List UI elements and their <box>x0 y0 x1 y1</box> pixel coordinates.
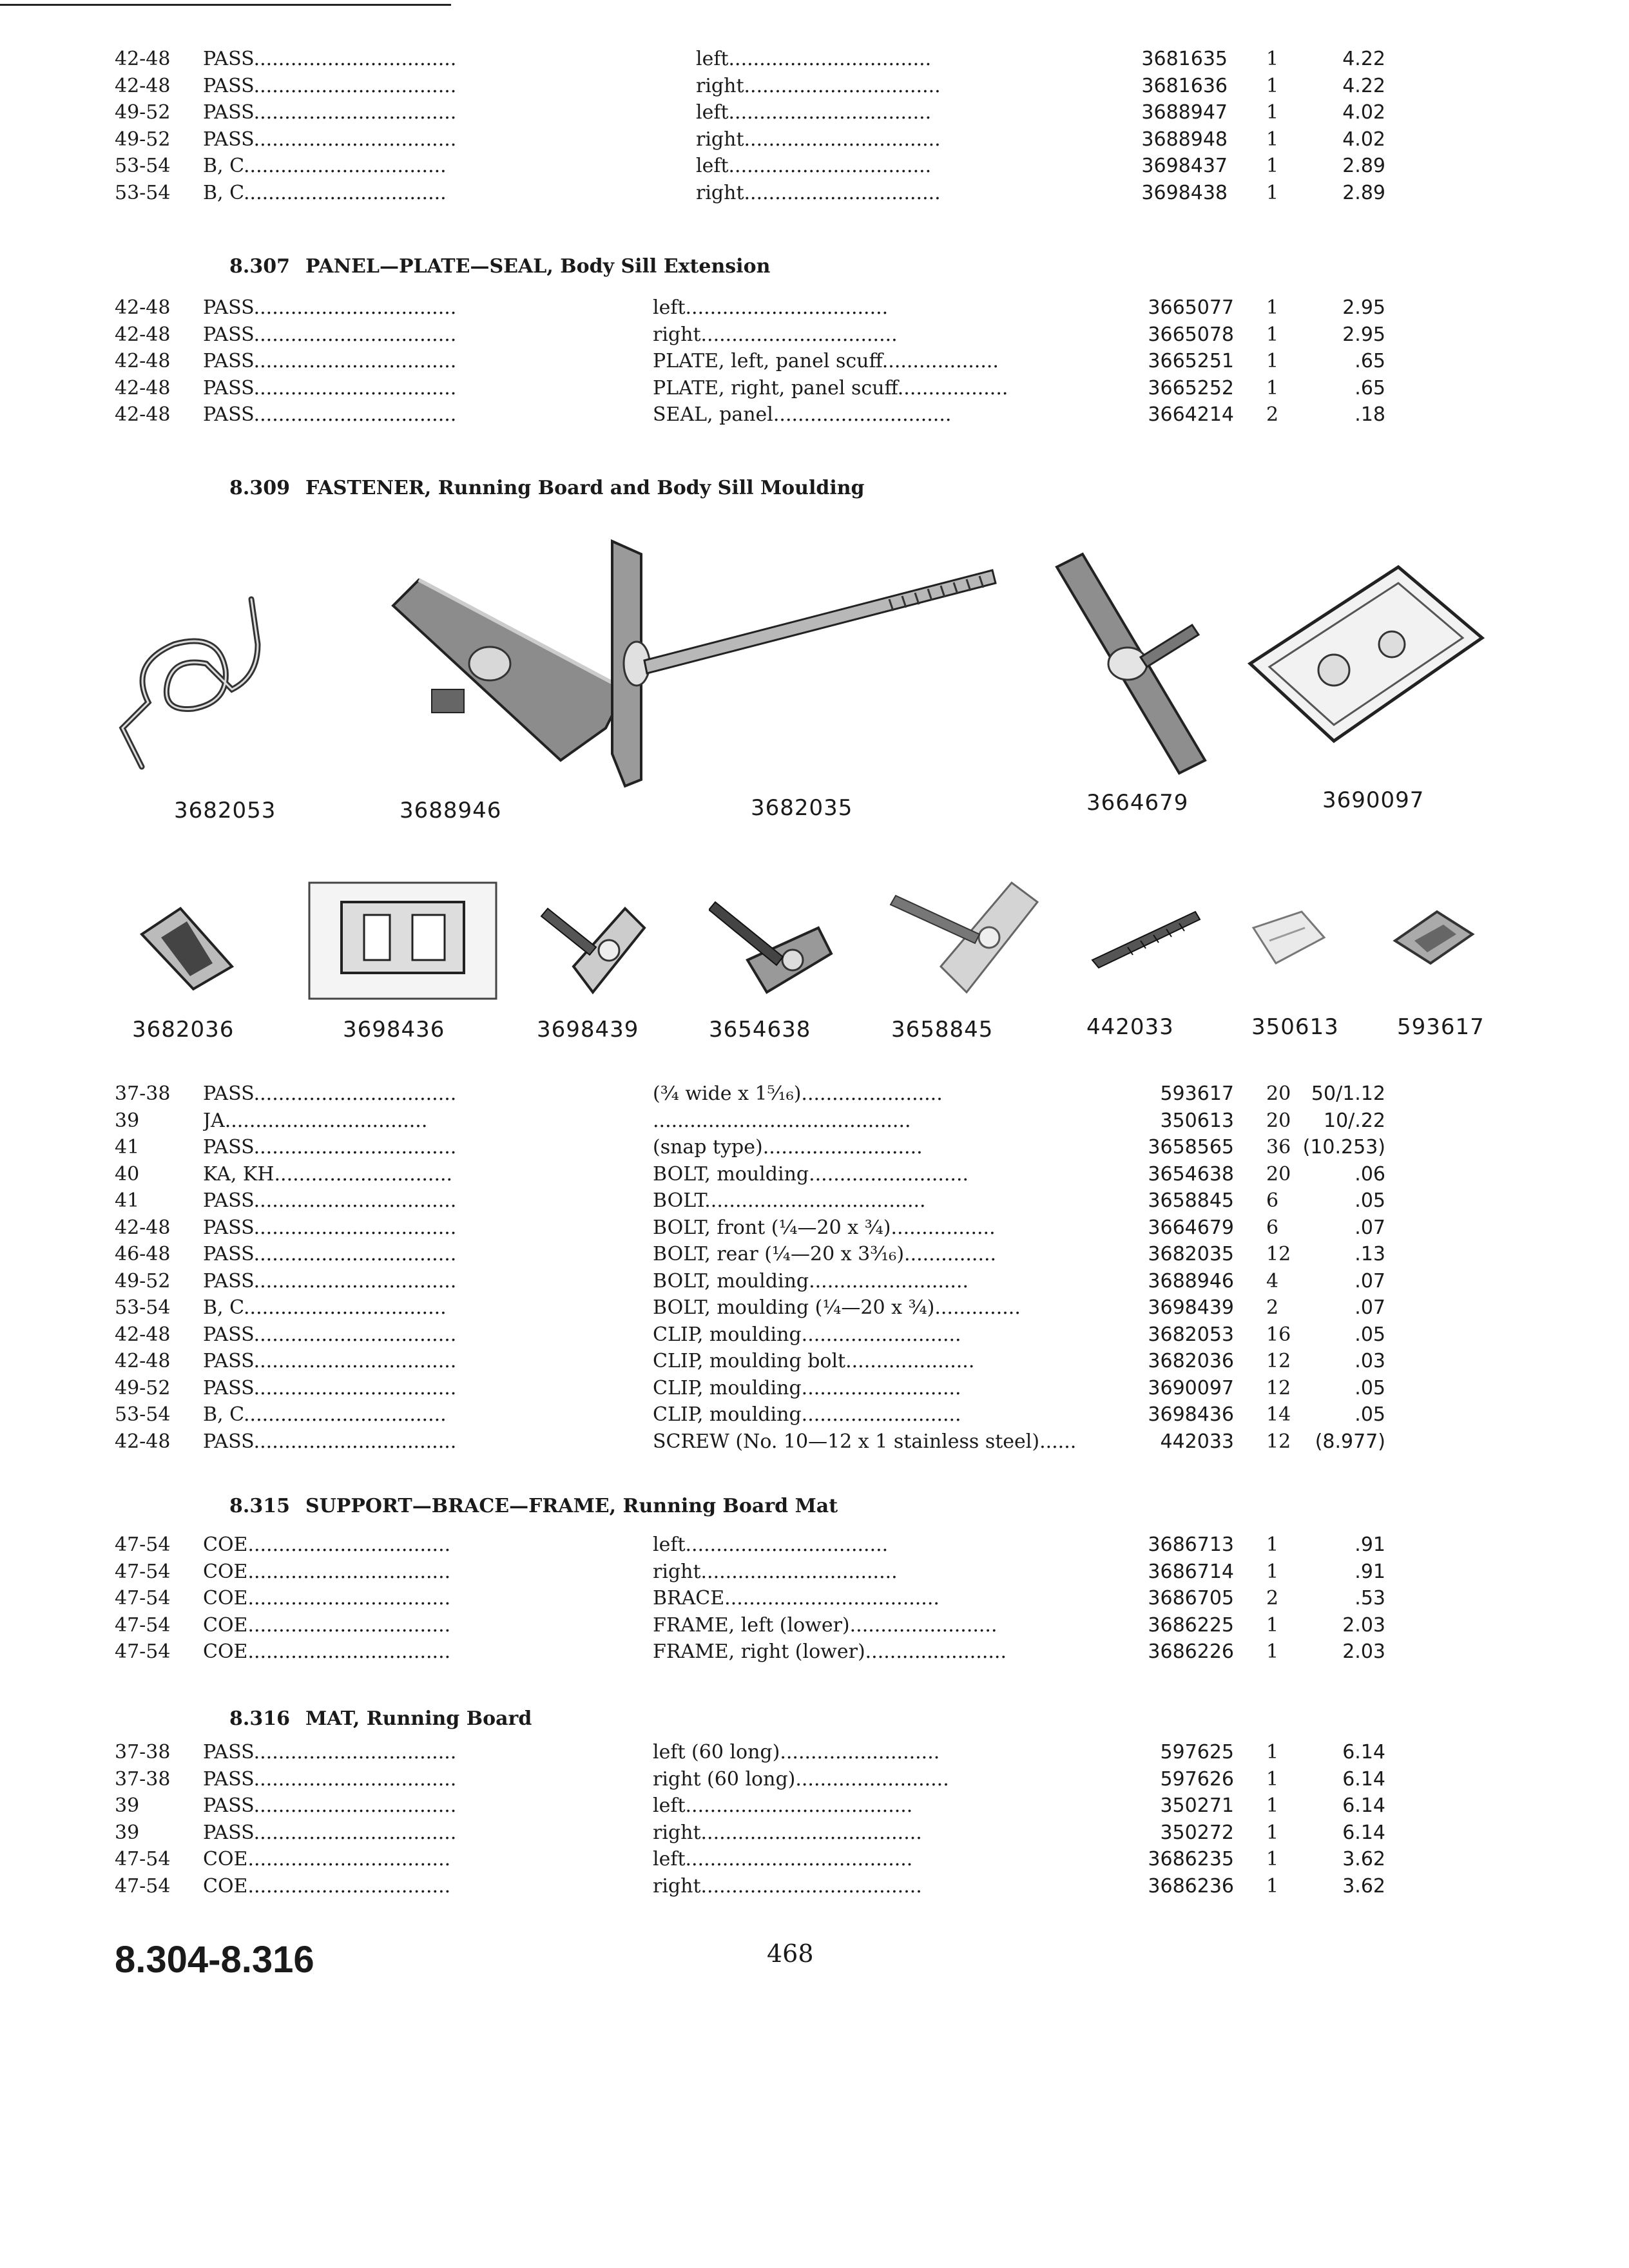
quantity: 1 <box>1266 1874 1279 1898</box>
price: 6.14 <box>1342 1767 1385 1791</box>
bolt-3698439-image <box>535 889 651 1005</box>
model-code: B, C................................. <box>203 1403 447 1426</box>
year-range: 47-54 <box>115 1848 171 1870</box>
table-row <box>0 402 1629 428</box>
model-code: KA, KH............................. <box>203 1162 453 1186</box>
screw-442033-image <box>1083 902 1211 973</box>
section-heading-8309 <box>229 477 865 499</box>
quantity: 1 <box>1266 1741 1279 1763</box>
table-row <box>0 1322 1629 1348</box>
section-range: 8.304-8.316 <box>115 1939 314 1981</box>
price: .91 <box>1354 1560 1385 1583</box>
year-range: 53-54 <box>115 181 171 204</box>
section-title: MAT, Running Board <box>305 1707 532 1730</box>
part-description: BOLT, moulding.......................... <box>653 1269 969 1293</box>
model-code: PASS................................. <box>203 1216 457 1239</box>
price: 4.22 <box>1342 74 1385 97</box>
section-title: PANEL—PLATE—SEAL, Body Sill Extension <box>305 255 771 278</box>
year-range: 47-54 <box>115 1533 171 1556</box>
quantity: 1 <box>1266 1821 1279 1844</box>
table-row <box>0 1188 1629 1214</box>
year-range: 42-48 <box>115 1323 171 1346</box>
part-description: PLATE, left, panel scuff................... <box>653 350 999 372</box>
part-description: right.................................... <box>653 1874 922 1898</box>
section-title: SUPPORT—BRACE—FRAME, Running Board Mat <box>305 1495 838 1517</box>
part-description: CLIP, moulding bolt..................... <box>653 1350 975 1372</box>
table-row <box>0 1295 1629 1321</box>
figure-caption: 350613 <box>1251 1014 1339 1040</box>
year-range: 42-48 <box>115 74 171 97</box>
quantity: 1 <box>1266 74 1279 97</box>
model-code: PASS................................. <box>203 296 457 319</box>
clip-593617-image <box>1385 902 1482 973</box>
model-code: PASS................................. <box>203 1376 457 1399</box>
quantity: 1 <box>1266 1613 1279 1637</box>
year-range: 41 <box>115 1189 140 1212</box>
quantity: 1 <box>1266 350 1279 372</box>
model-code: PASS................................. <box>203 403 457 426</box>
quantity: 1 <box>1266 1560 1279 1583</box>
table-row <box>0 376 1629 401</box>
part-description: BOLT, rear (¼—20 x 3³⁄₁₆)............... <box>653 1243 997 1265</box>
model-code: COE................................. <box>203 1640 451 1663</box>
model-code: PASS................................. <box>203 1350 457 1372</box>
clip-3682036-image <box>135 902 238 992</box>
model-code: B, C................................. <box>203 181 447 204</box>
table-row <box>0 1376 1629 1401</box>
price: 2.89 <box>1342 181 1385 204</box>
year-range: 53-54 <box>115 1296 171 1319</box>
part-description: right................................ <box>653 1560 898 1583</box>
part-number: 3682053 <box>1148 1323 1234 1346</box>
part-description: (snap type).......................... <box>653 1136 923 1158</box>
price: .05 <box>1354 1403 1385 1426</box>
model-code: PASS................................. <box>203 128 457 151</box>
price: .91 <box>1354 1533 1385 1556</box>
part-number: 3690097 <box>1148 1376 1234 1399</box>
part-number: 597625 <box>1160 1741 1234 1763</box>
year-range: 42-48 <box>115 296 171 319</box>
part-number: 3682035 <box>1148 1243 1234 1265</box>
model-code: PASS................................. <box>203 323 457 346</box>
year-range: 40 <box>115 1162 140 1186</box>
quantity: 1 <box>1266 376 1279 399</box>
price: .18 <box>1354 403 1385 426</box>
part-description: BOLT.................................... <box>653 1189 926 1212</box>
part-description: SCREW (No. 10—12 x 1 stainless steel)...... <box>653 1430 1077 1453</box>
table-row <box>0 1874 1629 1899</box>
price: (8.977) <box>1315 1430 1385 1453</box>
year-range: 47-54 <box>115 1874 171 1898</box>
part-description: left................................. <box>696 48 932 70</box>
price: 2.89 <box>1342 155 1385 177</box>
part-number: 3698439 <box>1148 1296 1234 1319</box>
quantity: 14 <box>1266 1403 1291 1426</box>
part-number: 3664679 <box>1148 1216 1234 1239</box>
part-number: 3698436 <box>1148 1403 1234 1426</box>
part-description: FRAME, left (lower)........................ <box>653 1613 998 1637</box>
clip-3690097-image <box>1237 554 1495 760</box>
table-row <box>0 46 1629 72</box>
part-number: 350613 <box>1160 1109 1234 1132</box>
year-range: 42-48 <box>115 1430 171 1453</box>
price: .05 <box>1354 1189 1385 1212</box>
part-description: PLATE, right, panel scuff.................. <box>653 376 1008 399</box>
part-description: right................................ <box>696 74 941 97</box>
year-range: 37-38 <box>115 1741 171 1763</box>
figure-caption: 3654638 <box>709 1017 811 1043</box>
part-description: BOLT, front (¼—20 x ¾)................. <box>653 1216 996 1239</box>
price: 4.22 <box>1342 48 1385 70</box>
quantity: 1 <box>1266 181 1279 204</box>
year-range: 47-54 <box>115 1613 171 1637</box>
table-row <box>0 180 1629 206</box>
quantity: 1 <box>1266 155 1279 177</box>
price: .65 <box>1354 350 1385 372</box>
price: .13 <box>1354 1243 1385 1265</box>
model-code: JA................................. <box>203 1109 428 1132</box>
model-code: COE................................. <box>203 1533 451 1556</box>
table-row <box>0 295 1629 321</box>
model-code: PASS................................. <box>203 1323 457 1346</box>
table-row <box>0 1349 1629 1374</box>
year-range: 39 <box>115 1821 140 1844</box>
figure-caption: 3664679 <box>1086 790 1189 816</box>
quantity: 1 <box>1266 323 1279 346</box>
part-number: 3686714 <box>1148 1560 1234 1583</box>
figure-caption: 3690097 <box>1322 787 1425 813</box>
model-code: PASS................................. <box>203 1741 457 1763</box>
price: (10.253) <box>1302 1136 1385 1158</box>
part-number: 442033 <box>1160 1430 1234 1453</box>
part-number: 3665078 <box>1148 323 1234 346</box>
part-number: 3698438 <box>1141 181 1228 204</box>
table-row <box>0 1429 1629 1455</box>
quantity: 2 <box>1266 1587 1279 1610</box>
part-description: left................................. <box>696 101 932 124</box>
part-number: 3665251 <box>1148 350 1234 372</box>
part-number: 3682036 <box>1148 1350 1234 1372</box>
table-row <box>0 1081 1629 1107</box>
quantity: 20 <box>1266 1082 1291 1105</box>
part-number: 350272 <box>1160 1821 1234 1844</box>
price: 10/.22 <box>1324 1109 1385 1132</box>
part-number: 3665252 <box>1148 376 1234 399</box>
clip-350613-image <box>1244 902 1334 973</box>
table-row <box>0 1242 1629 1267</box>
price: 50/1.12 <box>1311 1082 1385 1105</box>
bolt-3658845-image <box>883 870 1044 999</box>
model-code: PASS................................. <box>203 1821 457 1844</box>
price: .06 <box>1354 1162 1385 1186</box>
price: 2.95 <box>1342 296 1385 319</box>
bolt-3682035-image <box>606 535 1005 793</box>
price: .53 <box>1354 1587 1385 1610</box>
part-number: 3658565 <box>1148 1136 1234 1158</box>
part-number: 3681636 <box>1141 74 1228 97</box>
model-code: PASS................................. <box>203 1189 457 1212</box>
year-range: 39 <box>115 1109 140 1132</box>
price: 6.14 <box>1342 1821 1385 1844</box>
quantity: 2 <box>1266 403 1279 426</box>
table-row <box>0 127 1629 153</box>
price: .07 <box>1354 1296 1385 1319</box>
figure-caption: 3688946 <box>400 798 502 823</box>
price: .03 <box>1354 1350 1385 1372</box>
year-range: 42-48 <box>115 403 171 426</box>
price: 3.62 <box>1342 1848 1385 1870</box>
model-code: PASS................................. <box>203 1794 457 1817</box>
price: 6.14 <box>1342 1794 1385 1817</box>
price: 2.03 <box>1342 1613 1385 1637</box>
part-number: 3686225 <box>1148 1613 1234 1637</box>
price: .05 <box>1354 1323 1385 1346</box>
year-range: 53-54 <box>115 155 171 177</box>
part-description: SEAL, panel............................. <box>653 403 952 426</box>
quantity: 16 <box>1266 1323 1291 1346</box>
year-range: 46-48 <box>115 1243 171 1265</box>
table-row <box>0 153 1629 179</box>
part-number: 3686226 <box>1148 1640 1234 1663</box>
table-row <box>0 1613 1629 1639</box>
year-range: 37-38 <box>115 1767 171 1791</box>
part-description: left (60 long).......................... <box>653 1741 940 1763</box>
model-code: PASS................................. <box>203 101 457 124</box>
year-range: 37-38 <box>115 1082 171 1105</box>
part-description: left................................. <box>653 296 889 319</box>
quantity: 20 <box>1266 1162 1291 1186</box>
model-code: COE................................. <box>203 1848 451 1870</box>
year-range: 42-48 <box>115 350 171 372</box>
quantity: 6 <box>1266 1216 1279 1239</box>
part-description: left..................................... <box>653 1794 913 1817</box>
quantity: 1 <box>1266 1767 1279 1791</box>
model-code: PASS................................. <box>203 1082 457 1105</box>
table-row <box>0 1135 1629 1160</box>
section-number: 8.315 <box>229 1495 290 1517</box>
clip-3698436-image <box>303 876 503 1005</box>
part-number: 3686705 <box>1148 1587 1234 1610</box>
figure-caption: 3682036 <box>132 1017 235 1043</box>
part-number: 593617 <box>1160 1082 1234 1105</box>
model-code: COE................................. <box>203 1613 451 1637</box>
quantity: 1 <box>1266 296 1279 319</box>
part-description: (¾ wide x 1⁵⁄₁₆)....................... <box>653 1082 943 1105</box>
table-row <box>0 1269 1629 1294</box>
quantity: 2 <box>1266 1296 1279 1319</box>
part-description: BOLT, moulding.......................... <box>653 1162 969 1186</box>
table-row <box>0 1740 1629 1765</box>
table-row <box>0 1639 1629 1665</box>
year-range: 39 <box>115 1794 140 1817</box>
part-number: 350271 <box>1160 1794 1234 1817</box>
model-code: COE................................. <box>203 1560 451 1583</box>
part-description: right................................ <box>696 128 941 151</box>
part-description: left................................. <box>696 155 932 177</box>
part-description: right.................................... <box>653 1821 922 1844</box>
price: 4.02 <box>1342 101 1385 124</box>
part-description: left................................. <box>653 1533 889 1556</box>
part-description: right................................ <box>696 181 941 204</box>
section-heading-8315 <box>229 1495 838 1517</box>
price: 2.03 <box>1342 1640 1385 1663</box>
year-range: 49-52 <box>115 1376 171 1399</box>
year-range: 42-48 <box>115 376 171 399</box>
bolt-3688946-image <box>380 567 638 780</box>
part-number: 3698437 <box>1141 155 1228 177</box>
page-number: 468 <box>767 1939 814 1968</box>
bolt-3654638-image <box>709 889 838 999</box>
quantity: 4 <box>1266 1269 1279 1293</box>
part-number: 3688946 <box>1148 1269 1234 1293</box>
part-description: CLIP, moulding.......................... <box>653 1323 961 1346</box>
part-number: 3664214 <box>1148 403 1234 426</box>
quantity: 36 <box>1266 1136 1291 1158</box>
table-row <box>0 73 1629 99</box>
part-description: .......................................... <box>653 1109 911 1132</box>
table-row <box>0 1767 1629 1792</box>
year-range: 47-54 <box>115 1640 171 1663</box>
year-range: 53-54 <box>115 1403 171 1426</box>
quantity: 1 <box>1266 1533 1279 1556</box>
quantity: 6 <box>1266 1189 1279 1212</box>
part-number: 3665077 <box>1148 296 1234 319</box>
table-row <box>0 349 1629 374</box>
price: .65 <box>1354 376 1385 399</box>
year-range: 41 <box>115 1136 140 1158</box>
quantity: 20 <box>1266 1109 1291 1132</box>
part-number: 3686713 <box>1148 1533 1234 1556</box>
quantity: 1 <box>1266 1794 1279 1817</box>
table-row <box>0 1559 1629 1585</box>
part-number: 3686236 <box>1148 1874 1234 1898</box>
part-description: left..................................... <box>653 1848 913 1870</box>
quantity: 12 <box>1266 1243 1291 1265</box>
table-row <box>0 1793 1629 1819</box>
quantity: 1 <box>1266 1640 1279 1663</box>
price: 4.02 <box>1342 128 1385 151</box>
table-row <box>0 1215 1629 1241</box>
section-heading-8307 <box>229 255 770 278</box>
model-code: B, C................................. <box>203 155 447 177</box>
figure-caption: 3682035 <box>751 795 853 821</box>
table-row <box>0 322 1629 348</box>
section-number: 8.307 <box>229 255 290 278</box>
quantity: 1 <box>1266 101 1279 124</box>
top-rule <box>0 4 451 6</box>
figure-caption: 593617 <box>1397 1014 1485 1040</box>
model-code: COE................................. <box>203 1874 451 1898</box>
part-number: 3688948 <box>1141 128 1228 151</box>
price: 3.62 <box>1342 1874 1385 1898</box>
section-title: FASTENER, Running Board and Body Sill Moulding <box>305 477 865 499</box>
model-code: PASS................................. <box>203 1269 457 1293</box>
model-code: PASS................................. <box>203 1767 457 1791</box>
year-range: 42-48 <box>115 1350 171 1372</box>
figure-caption: 3682053 <box>174 798 276 823</box>
model-code: PASS................................. <box>203 350 457 372</box>
table-row <box>0 1532 1629 1558</box>
year-range: 49-52 <box>115 128 171 151</box>
price: .07 <box>1354 1269 1385 1293</box>
section-number: 8.316 <box>229 1707 290 1730</box>
table-row <box>0 1108 1629 1134</box>
table-row <box>0 1586 1629 1611</box>
part-number: 3681635 <box>1141 48 1228 70</box>
model-code: PASS................................. <box>203 1243 457 1265</box>
part-description: right................................ <box>653 323 898 346</box>
table-row <box>0 100 1629 126</box>
figure-caption: 442033 <box>1086 1014 1174 1040</box>
year-range: 47-54 <box>115 1560 171 1583</box>
part-number: 3686235 <box>1148 1848 1234 1870</box>
model-code: COE................................. <box>203 1587 451 1610</box>
year-range: 42-48 <box>115 323 171 346</box>
year-range: 49-52 <box>115 1269 171 1293</box>
price: .07 <box>1354 1216 1385 1239</box>
year-range: 42-48 <box>115 48 171 70</box>
part-number: 3654638 <box>1148 1162 1234 1186</box>
price: .05 <box>1354 1376 1385 1399</box>
part-description: BRACE................................... <box>653 1587 940 1610</box>
part-description: BOLT, moulding (¼—20 x ¾).............. <box>653 1296 1021 1319</box>
table-row <box>0 1847 1629 1872</box>
model-code: PASS................................. <box>203 376 457 399</box>
price: 6.14 <box>1342 1741 1385 1763</box>
quantity: 1 <box>1266 48 1279 70</box>
figure-caption: 3698436 <box>343 1017 445 1043</box>
model-code: PASS................................. <box>203 74 457 97</box>
model-code: PASS................................. <box>203 1430 457 1453</box>
part-description: right (60 long)......................... <box>653 1767 949 1791</box>
model-code: PASS................................. <box>203 1136 457 1158</box>
quantity: 12 <box>1266 1430 1291 1453</box>
year-range: 42-48 <box>115 1216 171 1239</box>
price: 2.95 <box>1342 323 1385 346</box>
quantity: 12 <box>1266 1350 1291 1372</box>
part-description: CLIP, moulding.......................... <box>653 1403 961 1426</box>
section-heading-8316 <box>229 1707 532 1730</box>
quantity: 1 <box>1266 128 1279 151</box>
part-number: 3658845 <box>1148 1189 1234 1212</box>
part-number: 597626 <box>1160 1767 1234 1791</box>
section-number: 8.309 <box>229 477 290 499</box>
part-number: 3688947 <box>1141 101 1228 124</box>
figure-caption: 3658845 <box>891 1017 994 1043</box>
year-range: 47-54 <box>115 1587 171 1610</box>
figure-caption: 3698439 <box>537 1017 639 1043</box>
clip-3682053-image <box>103 573 348 793</box>
table-row <box>0 1402 1629 1428</box>
quantity: 1 <box>1266 1848 1279 1870</box>
part-description: FRAME, right (lower)....................... <box>653 1640 1007 1663</box>
table-row <box>0 1820 1629 1846</box>
part-description: CLIP, moulding.......................... <box>653 1376 961 1399</box>
table-row <box>0 1162 1629 1187</box>
model-code: PASS................................. <box>203 48 457 70</box>
year-range: 49-52 <box>115 101 171 124</box>
bolt-3664679-image <box>1044 548 1263 780</box>
model-code: B, C................................. <box>203 1296 447 1319</box>
quantity: 12 <box>1266 1376 1291 1399</box>
